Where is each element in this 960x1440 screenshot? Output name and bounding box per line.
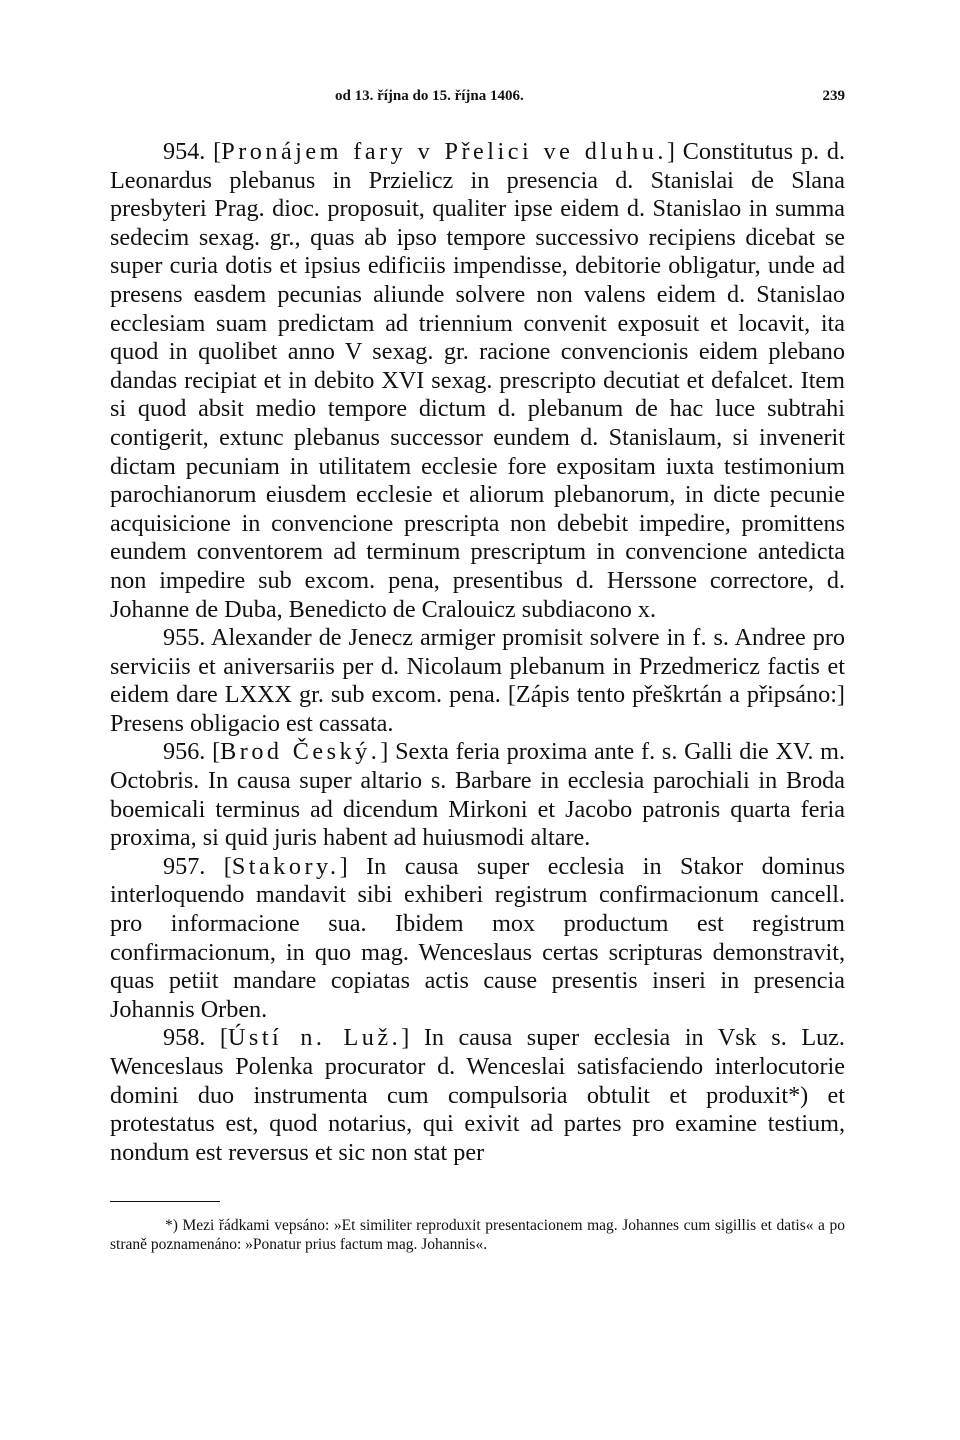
entry-place: Ústí n. Luž. bbox=[227, 1024, 402, 1052]
entry-957: 957. [Stakory.] In causa super ecclesia in Stakor dominus interloquendo mandavit sibi exhiberi registrum confirmacionum cancell. pro informacione sua. Ibidem mox productum est registrum confirmacionum, in quo mag. Wenceslaus certas scripturas demonstravit, quas petiit mandare copiatas actis cause presentis inseri in presencia Johannis Orben. bbox=[110, 852, 845, 1023]
entry-956: 956. [Brod Český.] Sexta feria proxima ante f. s. Galli die XV. m. Octobris. In causa super altario s. Barbare in ecclesia parochiali in Broda boemicali terminus ad dicendum Mirkoni et Jacobo patronis quarta feria proxima, si quid juris habent ad huiusmodi altare. bbox=[110, 738, 846, 852]
header-title: od 13. října do 15. října 1406. bbox=[335, 88, 524, 104]
footnote: *) Mezi řádkami vepsáno: »Et similiter reproduxit presentacionem mag. Johannes cum sigillis et datis« a po straně poznamenáno: »Ponatur prius factum mag. Johannis«. bbox=[110, 1217, 845, 1254]
entry-958: 958. [Ústí n. Luž.] In causa super ecclesia in Vsk s. Luz. Wenceslaus Polenka procurator d. Wenceslai satisfaciendo interlocutorie domini duo instrumenta cum compulsoria obtulit et produxit*) et protestatus est, quod notarius, qui exivit ad partes pro examine testium, nondum est reversus et sic non stat per bbox=[110, 1024, 845, 1166]
entry-text: Constitutus p. d. Leonardus plebanus in Przielicz in presencia d. Stanislai de Slana presbyteri Prag. dioc. proposuit, qualiter ipse eidem d. Stanislao in summa sedecim sexag. gr., quas ab ipso tempore successivo recipiens dicebat se super curia dotis et ipsius edificiis impendisse, debitorie obligatur, unde ad presens easdem pecunias aliunde solvere non valens eidem d. Stanislao ecclesiam suam predictam ad triennium convenit exposuit et locavit, ita quod in quolibet anno V sexag. gr. racione convencionis eidem plebano dandas recipiat et in debito XVI sexag. prescripto decutiat et defalcet. Item si quod absit medio tempore dictum d. plebanum de hac luce subtrahi contigerit, extunc plebanus successor eundem d. Stanislaum, si invenerit dictam pecuniam in utilitatem ecclesie fore expositam iuxta testimonium parochianorum eiusdem ecclesie et aliorum plebanorum, in dicte pecunie acquisicione in convencione prescripta non debebit impedire, promittens eundem conventorem ad terminum prescriptum in convencione antedicta non impedire sub excom. pena, presentibus d. Herssone correctore, d. Johanne de Duba, Benedicto de Cralouicz subdiacono x. bbox=[110, 138, 846, 623]
entry-number: 954. bbox=[163, 138, 206, 165]
entry-955 bbox=[110, 624, 845, 738]
entry-text: Alexander de Jenecz armiger promisit solvere in f. s. Andree pro serviciis et aniversariis per d. Nicolaum plebanum in Przedmericz factis et eidem dare LXXX gr. sub excom. pena. [Zápis tento přeškrtán a připsáno:] Presens obligacio est cassata. bbox=[110, 624, 845, 737]
running-header bbox=[110, 88, 845, 112]
entry-place: Stakory. bbox=[231, 852, 340, 880]
entry-number: 956. bbox=[163, 738, 206, 766]
entry-number: 958. bbox=[163, 1024, 206, 1052]
entry-place: Pronájem fary v Přelici ve dluhu. bbox=[221, 138, 667, 165]
entry-954: 954. [Pronájem fary v Přelici ve dluhu.] Constitutus p. d. Leonardus plebanus in Przielicz in presencia d. Stanislai de Slana presbyteri Prag. dioc. proposuit, qualiter ipse eidem d. Stanislao in summa sedecim sexag. gr., quas ab ipso tempore successivo recipiens dicebat se super curia dotis et ipsius edificiis impendisse, debitorie obligatur, unde ad presens easdem pecunias aliunde solvere non valens eidem d. Stanislao ecclesiam suam predictam ad triennium convenit exposuit et locavit, ita quod in quolibet anno V sexag. gr. racione convencionis eidem plebano dandas recipiat et in debito XVI sexag. prescripto decutiat et defalcet. Item si quod absit medio tempore dictum d. plebanum de hac luce subtrahi contigerit, extunc plebanus successor eundem d. Stanislaum, si invenerit dictam pecuniam in utilitatem ecclesie fore expositam iuxta testimonium parochianorum eiusdem ecclesie et aliorum plebanorum, in dicte pecunie acquisicione in convencione prescripta non debebit impedire, promittens eundem conventorem ad terminum prescriptum in convencione antedicta non impedire sub excom. pena, presentibus d. Herssone correctore, d. Johanne de Duba, Benedicto de Cralouicz subdiacono x. bbox=[110, 138, 846, 623]
entry-text: In causa super ecclesia in Stakor dominus interloquendo mandavit sibi exhiberi registrum confirmacionum cancell. pro informacione sua. Ibidem mox productum est registrum confirmacionum, in quo mag. Wenceslaus certas scripturas demonstravit, quas petiit mandare copiatas actis cause presentis inseri in presencia Johannis Orben. bbox=[110, 852, 845, 1023]
entry-text: In causa super ecclesia in Vsk s. Luz. Wenceslaus Polenka procurator d. Wenceslai satisfaciendo interlocutorie domini duo instrumenta cum compulsoria obtulit et produxit*) et protestatus est, quod notarius, qui exivit ad partes pro examine testium, nondum est reversus et sic non stat per bbox=[110, 1024, 845, 1166]
entry-number: 955. bbox=[163, 624, 206, 652]
entry-place: Brod Český. bbox=[220, 738, 381, 766]
entry-text: Sexta feria proxima ante f. s. Galli die XV. m. Octobris. In causa super altario s. Barbare in ecclesia parochiali in Broda boemicali terminus ad dicendum Mirkoni et Jacobo patronis quarta feria proxima, si quid juris habent ad huiusmodi altare. bbox=[110, 738, 846, 852]
body-text bbox=[110, 138, 845, 1167]
footnote-rule bbox=[110, 1201, 220, 1202]
entry-number: 957. bbox=[163, 852, 206, 880]
document-page bbox=[110, 88, 845, 1270]
page-number: 239 bbox=[822, 88, 845, 104]
